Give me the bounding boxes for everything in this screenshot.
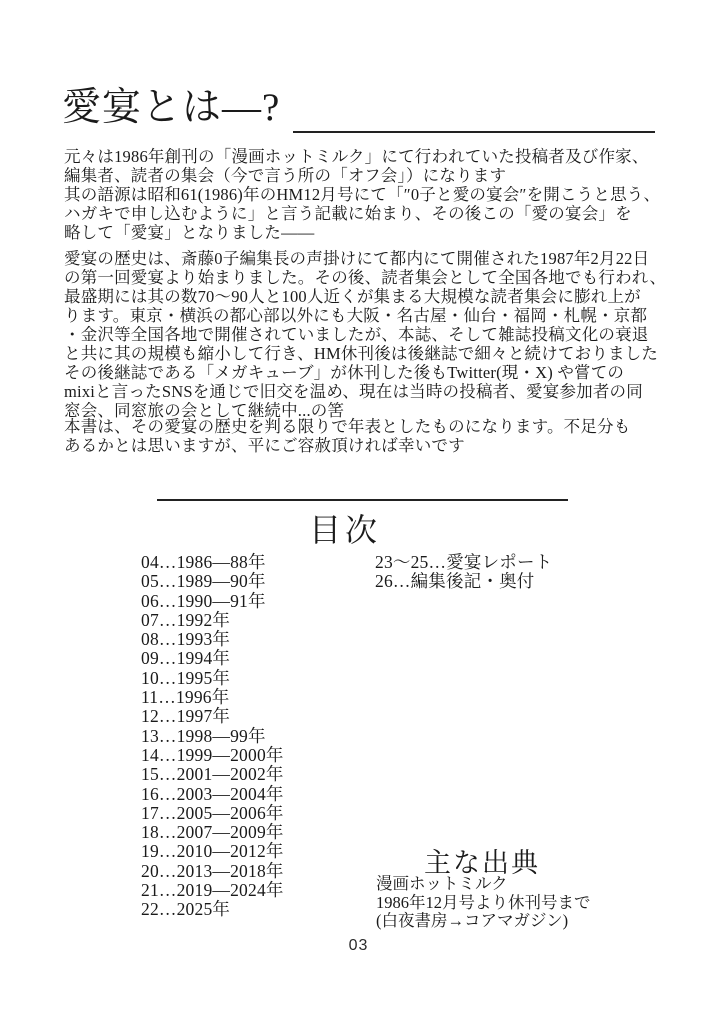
toc-entry: 09…1994年 [141,648,231,669]
sources-heading: 主な出典 [424,848,540,878]
toc-entry: 11…1996年 [141,687,230,708]
intro-line: 元々は1986年創刊の「漫画ホットミルク」にて行われていた投稿者及び作家、 [64,147,649,166]
page-title: 愛宴とは—? [62,86,281,129]
toc-entry: 12…1997年 [141,706,231,727]
intro-line: 略して「愛宴」となりました—— [64,223,315,242]
toc-right-column [375,553,552,592]
toc-entry: 22…2025年 [141,899,231,920]
intro-line: 最盛期には其の数70〜90人と100人近くが集まる大規模な読者集会に膨れ上が [64,287,641,306]
intro-line: 其の語源は昭和61(1986)年のHM12月号にて「″0子と愛の宴会″を開こうと思う、 [64,185,661,204]
toc-entry: 16…2003—2004年 [141,783,284,804]
intro-line: ・金沢等全国各地で開催されていましたが、本誌、そして雑誌投稿文化の衰退 [64,325,649,344]
intro-line: 編集者、読者の集会（今で言う所の「オフ会」）になります [64,166,507,185]
intro-line: ハガキで申し込むように」と言う記載に始まり、その後この「愛の宴会」を [64,204,632,223]
toc-entry: 19…2010—2012年 [141,841,284,862]
intro-line: 愛宴の歴史は、斎藤0子編集長の声掛けにて都内にて開催された1987年2月22日 [64,249,650,268]
intro-line: の第一回愛宴より始まりました。その後、読者集会として全国各地でも行われ、 [64,268,667,287]
toc-entry: 07…1992年 [141,609,231,630]
toc-entry: 23〜25…愛宴レポート [375,552,553,572]
toc-entry: 14…1999—2000年 [141,744,284,765]
toc-entry: 26…編集後記・奥付 [375,571,535,592]
toc-entry: 06…1990—91年 [141,590,266,611]
toc-entry: 05…1989—90年 [141,571,266,592]
toc-entry: 10…1995年 [141,667,231,688]
intro-line: その後継誌である「メガキューブ」が休刊した後もTwitter(現・X) や嘗ての [64,363,625,382]
intro-line: 窓会、同窓旅の会として継続中...の筈 [64,401,345,420]
source-line: 漫画ホットミルク [376,874,508,893]
toc-entry: 20…2013—2018年 [141,860,284,881]
title-underline [293,131,655,133]
toc-divider-rule [157,499,568,501]
source-line: 1986年12月号より休刊号まで [376,892,591,912]
intro-line: 本書は、その愛宴の歴史を判る限りで年表としたものになります。不足分も [64,417,631,436]
toc-entry: 13…1998—99年 [141,725,266,746]
intro-line: mixiと言ったSNSを通じで旧交を温め、現在は当時の投稿者、愛宴参加者の同 [64,382,643,401]
toc-entry: 17…2005—2006年 [141,802,284,823]
sources-block [376,875,591,931]
toc-entry: 04…1986—88年 [141,552,266,572]
intro-line: と共に其の規模も縮小して行き、HM休刊後は後継誌で細々と続けておりました [64,344,659,363]
page-number: 03 [348,937,369,954]
toc-left-column [141,553,284,920]
intro-paragraph-1 [64,147,664,242]
intro-paragraph-3 [64,417,664,455]
intro-line: あるかとは思いますが、平にご容赦頂ければ幸いです [64,436,465,455]
toc-entry: 08…1993年 [141,629,231,650]
intro-line: ります。東京・横浜の都心部以外にも大阪・名古屋・仙台・福岡・札幌・京都 [64,306,648,325]
intro-paragraph-2 [64,249,667,420]
toc-entry: 18…2007—2009年 [141,822,284,843]
source-line: (白夜書房→コアマガジン) [376,911,569,930]
toc-heading: 目次 [309,512,382,548]
toc-entry: 21…2019—2024年 [141,880,284,901]
toc-entry: 15…2001—2002年 [141,764,284,785]
